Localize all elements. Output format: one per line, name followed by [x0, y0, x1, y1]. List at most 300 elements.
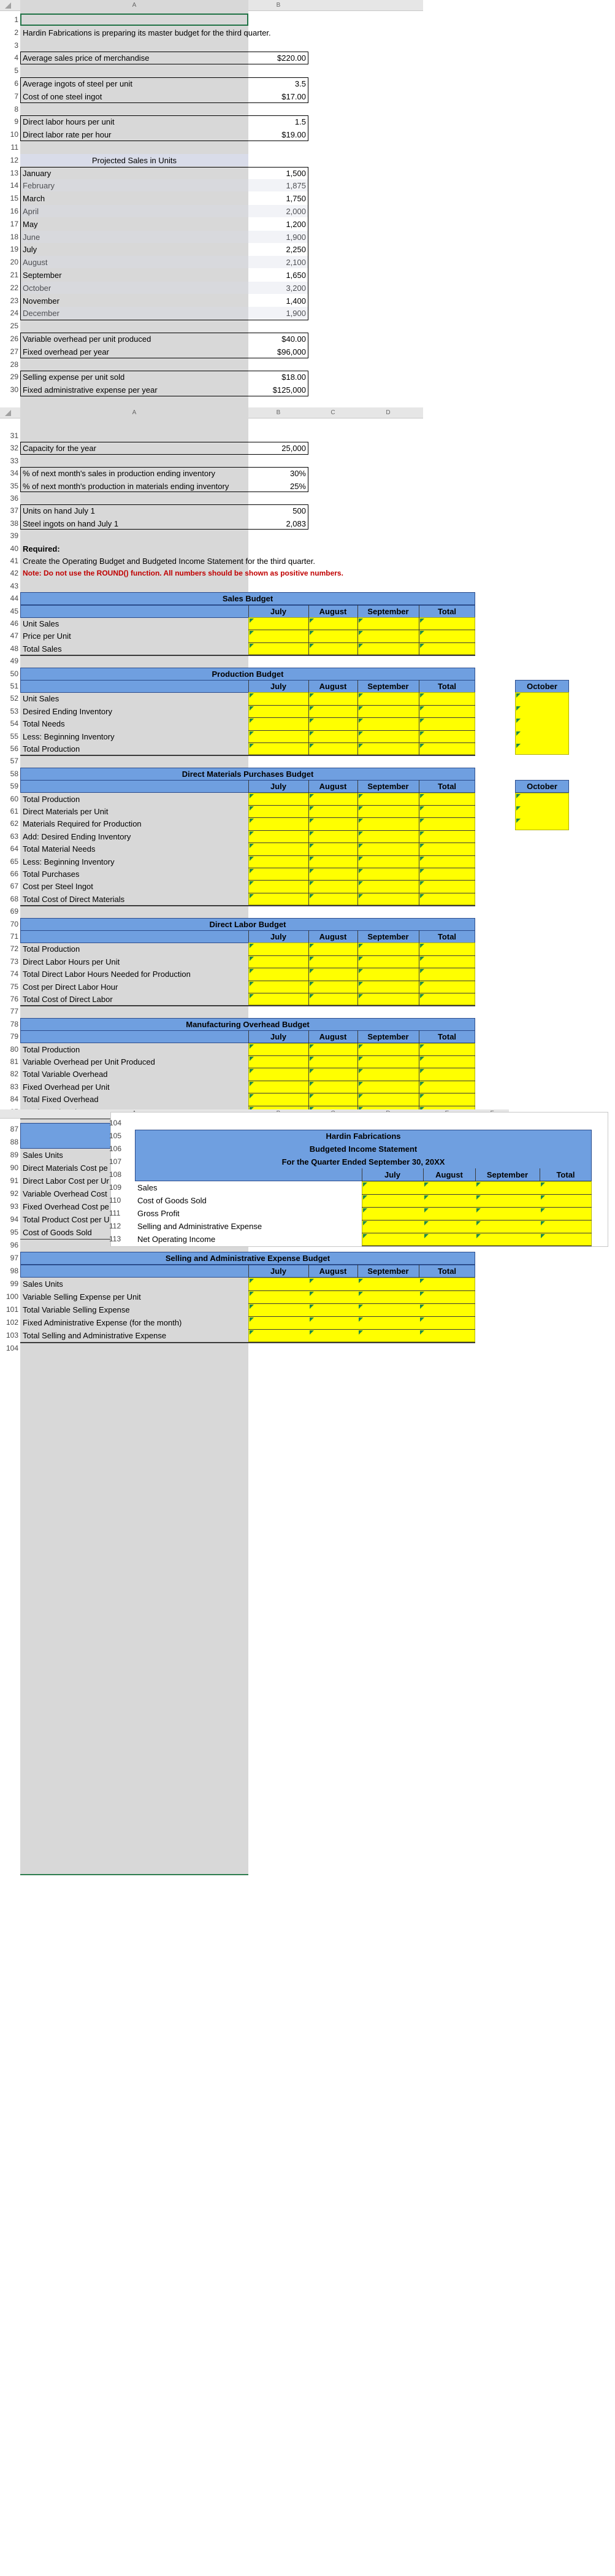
cell-label[interactable]: Variable overhead per unit produced: [23, 334, 151, 344]
row-number[interactable]: 9: [14, 117, 18, 126]
row-number[interactable]: 49: [10, 657, 18, 666]
flag: [420, 1044, 424, 1049]
col-divider: [248, 1265, 249, 1278]
cell-label[interactable]: March: [23, 194, 45, 204]
cell-label[interactable]: Total Material Needs: [23, 844, 96, 854]
cell-label[interactable]: Add: Desired Ending Inventory: [23, 831, 131, 841]
row-number[interactable]: 4: [14, 53, 18, 63]
row-number[interactable]: 102: [6, 1318, 18, 1327]
col-divider: [357, 680, 358, 693]
cell-label[interactable]: September: [23, 271, 62, 280]
flag: [420, 693, 424, 698]
flag: [359, 994, 363, 998]
cell-label[interactable]: Fixed administrative expense per year: [23, 385, 158, 395]
cell-label[interactable]: Less: Beginning Inventory: [23, 731, 115, 741]
flag: [516, 719, 521, 723]
col-head-july: July: [270, 932, 286, 941]
col-head-total: Total: [437, 932, 457, 941]
cell-label[interactable]: Direct labor rate per hour: [23, 130, 112, 140]
cell-label[interactable]: Fixed overhead per year: [23, 347, 109, 357]
cell-label[interactable]: Capacity for the year: [23, 444, 96, 453]
row-line: [248, 717, 475, 718]
col-head-july: July: [270, 782, 286, 792]
row-number[interactable]: 10: [10, 130, 18, 139]
row-number[interactable]: 42: [10, 569, 18, 578]
row-number[interactable]: 13: [10, 168, 18, 177]
budget-bottom: [20, 905, 475, 906]
flag: [424, 1221, 429, 1225]
row-number[interactable]: 66: [10, 870, 18, 878]
row-number[interactable]: 36: [10, 494, 18, 503]
col-line: [357, 793, 358, 906]
flag: [250, 1279, 254, 1283]
cell-label[interactable]: Total Selling and Administrative Expense: [23, 1331, 167, 1340]
cell-label[interactable]: Total Fixed Overhead: [23, 1095, 99, 1105]
row-number[interactable]: 17: [10, 219, 18, 228]
row-number[interactable]: 113: [109, 1235, 121, 1243]
cell-label[interactable]: % of next month's sales in production ending inventory: [23, 469, 215, 479]
row-number[interactable]: 105: [109, 1132, 122, 1140]
cell-label[interactable]: Total Sales: [23, 644, 62, 654]
cell-value[interactable]: $18.00: [281, 372, 306, 382]
cell-label[interactable]: April: [23, 207, 39, 216]
cell-label[interactable]: June: [23, 232, 40, 242]
row-number[interactable]: 20: [10, 258, 18, 267]
cell-label[interactable]: Sales Units: [23, 1279, 63, 1289]
cell-label[interactable]: Total Cost of Direct Labor: [23, 995, 113, 1004]
col-divider: [308, 930, 309, 943]
cell-label[interactable]: Note: Do not use the ROUND() function. All numbers should be shown as positive numbers.: [23, 569, 343, 578]
select-all-corner[interactable]: [5, 410, 11, 416]
cell-label[interactable]: Total Product Cost per U: [23, 1215, 110, 1224]
row-number[interactable]: 54: [10, 719, 18, 728]
row-number[interactable]: 95: [10, 1228, 18, 1236]
flag: [359, 982, 363, 986]
cell-label[interactable]: Total Production: [23, 1044, 80, 1054]
cell-label[interactable]: May: [23, 219, 38, 229]
cell-value[interactable]: 2,250: [286, 245, 306, 255]
cell-label[interactable]: Direct Materials per Unit: [23, 807, 109, 816]
cell-label[interactable]: Steel ingots on hand July 1: [23, 519, 119, 528]
row-number[interactable]: 14: [10, 181, 18, 190]
row-number[interactable]: 107: [109, 1157, 122, 1166]
row-number[interactable]: 68: [10, 894, 18, 903]
row-number[interactable]: 28: [10, 360, 18, 369]
row-number[interactable]: 34: [10, 469, 18, 478]
col-divider: [308, 605, 309, 618]
row-number[interactable]: 25: [10, 322, 18, 331]
flag: [359, 881, 363, 885]
flag: [476, 1195, 481, 1200]
row-number[interactable]: 62: [10, 819, 18, 828]
flag: [359, 844, 363, 848]
selected-cell-A1[interactable]: [20, 13, 248, 26]
row-number[interactable]: 12: [10, 155, 18, 164]
row-number[interactable]: 112: [109, 1222, 121, 1230]
row-number[interactable]: 2: [14, 28, 18, 37]
cell-value[interactable]: 500: [292, 506, 306, 516]
row-line: [248, 955, 475, 956]
cell-label[interactable]: Selling expense per unit sold: [23, 372, 125, 382]
row-number[interactable]: 72: [10, 944, 18, 954]
row-number[interactable]: 81: [10, 1057, 18, 1066]
row-number[interactable]: 70: [10, 919, 18, 928]
row-number[interactable]: 98: [10, 1267, 18, 1275]
row-number[interactable]: 46: [10, 619, 18, 628]
col-divider: [357, 605, 358, 618]
row-number[interactable]: 108: [109, 1170, 122, 1179]
cell-value[interactable]: 25,000: [281, 444, 306, 453]
flag: [359, 1082, 363, 1086]
row-number[interactable]: 26: [10, 334, 18, 343]
row-number[interactable]: 1: [14, 15, 18, 24]
cell-label[interactable]: % of next month's production in materials ending inventory: [23, 481, 229, 491]
flag: [250, 994, 254, 998]
row-number[interactable]: 35: [10, 481, 18, 490]
input-box: [20, 467, 308, 492]
col-line: [357, 943, 358, 1005]
row-number[interactable]: 40: [10, 544, 18, 553]
col-head-total: Total: [437, 782, 457, 792]
col-line: [357, 617, 358, 655]
cell-value[interactable]: $40.00: [281, 334, 306, 344]
row-number[interactable]: 16: [10, 207, 18, 215]
cell-value[interactable]: 3,200: [286, 283, 306, 293]
row-number[interactable]: 5: [14, 66, 18, 75]
cell-value[interactable]: 1,500: [286, 168, 306, 178]
row-number[interactable]: 88: [10, 1138, 18, 1146]
cell-value[interactable]: 1.5: [294, 117, 306, 127]
row-number[interactable]: 69: [10, 907, 18, 916]
cell-value[interactable]: 3.5: [294, 79, 306, 88]
cell-value[interactable]: 2,100: [286, 258, 306, 268]
cell-label[interactable]: Required:: [23, 544, 60, 553]
cell-value[interactable]: 1,400: [286, 296, 306, 306]
cell-label[interactable]: Total Variable Overhead: [23, 1070, 108, 1079]
row-number[interactable]: 111: [109, 1209, 121, 1217]
row-number[interactable]: 18: [10, 232, 18, 241]
cell-value[interactable]: 1,900: [286, 309, 306, 318]
october-input[interactable]: [515, 793, 569, 830]
row-number[interactable]: 57: [10, 757, 18, 766]
cell-label[interactable]: Direct Labor Cost per Ur: [23, 1176, 109, 1186]
flag: [420, 869, 424, 873]
projected-title: Projected Sales in Units: [91, 155, 177, 165]
cell-label[interactable]: Direct Labor Hours per Unit: [23, 957, 120, 966]
flag: [420, 631, 424, 635]
row-number[interactable]: 78: [10, 1019, 18, 1028]
row-number[interactable]: 19: [10, 245, 18, 254]
row-number[interactable]: 22: [10, 283, 18, 292]
income-row-label[interactable]: Net Operating Income: [137, 1235, 216, 1244]
row-line: [362, 1220, 592, 1221]
column-header-b[interactable]: B: [276, 409, 281, 416]
row-number[interactable]: 8: [14, 104, 18, 114]
row-line: [248, 1055, 475, 1056]
cell-label[interactable]: Fixed Administrative Expense (for the month): [23, 1318, 182, 1327]
row-line: [248, 742, 475, 743]
cell-value[interactable]: 1,650: [286, 271, 306, 280]
cell-value[interactable]: 1,750: [286, 194, 306, 204]
row-number[interactable]: 33: [10, 456, 18, 465]
cell-label[interactable]: Variable Overhead per Unit Produced: [23, 1057, 155, 1066]
cell-label[interactable]: November: [23, 296, 59, 306]
row-line: [248, 1316, 475, 1317]
row-number[interactable]: 75: [10, 982, 18, 991]
flag: [359, 631, 363, 635]
cell-label[interactable]: Fixed Overhead Cost pe: [23, 1202, 109, 1211]
cell-value[interactable]: 30%: [289, 469, 306, 479]
cell-value[interactable]: 1,900: [286, 232, 306, 242]
cell-label[interactable]: Average sales price of merchandise: [23, 53, 150, 63]
cell-label[interactable]: Total Needs: [23, 719, 65, 729]
cell-label[interactable]: Less: Beginning Inventory: [23, 857, 115, 866]
row-number[interactable]: 89: [10, 1151, 18, 1159]
cell-label[interactable]: October: [23, 283, 52, 293]
cell-value[interactable]: 1,200: [286, 219, 306, 229]
row-number[interactable]: 93: [10, 1202, 18, 1211]
row-number[interactable]: 104: [6, 1344, 18, 1352]
cell-label[interactable]: Total Production: [23, 944, 80, 954]
col-divider: [248, 605, 249, 618]
flag: [310, 944, 314, 948]
row-number[interactable]: 50: [10, 669, 18, 678]
flag: [541, 1208, 545, 1213]
col-head-august: August: [319, 606, 347, 616]
row-number[interactable]: 76: [10, 995, 18, 1003]
row-number[interactable]: 77: [10, 1007, 18, 1016]
cell-label[interactable]: Desired Ending Inventory: [23, 706, 112, 716]
column-header-b[interactable]: B: [276, 2, 281, 9]
row-number[interactable]: 74: [10, 970, 18, 979]
cell-label[interactable]: Cost per Direct Labor Hour: [23, 982, 118, 992]
column-header-d[interactable]: D: [386, 409, 391, 416]
cell-value[interactable]: 25%: [289, 481, 306, 491]
cell-value[interactable]: $96,000: [277, 347, 306, 357]
col-head-total: Total: [437, 1032, 457, 1042]
row-number[interactable]: 59: [10, 782, 18, 791]
cell-label[interactable]: Cost per Steel Ingot: [23, 882, 93, 892]
cell-label[interactable]: Total Purchases: [23, 870, 80, 879]
cell-value[interactable]: $125,000: [272, 385, 306, 395]
row-number[interactable]: 53: [10, 706, 18, 715]
cell-label[interactable]: Cost of one steel ingot: [23, 91, 102, 101]
cell-label[interactable]: January: [23, 168, 52, 178]
row-number[interactable]: 27: [10, 347, 18, 356]
cell-label[interactable]: Hardin Fabrications is preparing its master budget for the third quarter.: [23, 28, 271, 37]
row-number[interactable]: 37: [10, 506, 18, 515]
row-number[interactable]: 90: [10, 1163, 18, 1172]
row-number[interactable]: 48: [10, 644, 18, 653]
cell-label[interactable]: July: [23, 245, 37, 255]
cell-label[interactable]: Create the Operating Budget and Budgeted Income Statement for the third quarter.: [23, 557, 315, 566]
row-number[interactable]: 110: [109, 1196, 121, 1205]
income-row-label[interactable]: Sales: [137, 1183, 158, 1192]
cell-label[interactable]: Variable Selling Expense per Unit: [23, 1292, 141, 1301]
col-head-august: August: [319, 932, 347, 941]
row-number[interactable]: 99: [10, 1279, 18, 1288]
flag: [424, 1182, 429, 1187]
row-number[interactable]: 87: [10, 1125, 18, 1133]
row-number[interactable]: 21: [10, 271, 18, 279]
col-line: [308, 793, 309, 906]
row-number[interactable]: 44: [10, 594, 18, 603]
column-header-a[interactable]: [20, 1108, 248, 2576]
cell-value[interactable]: 2,083: [286, 519, 306, 528]
flag: [516, 693, 521, 698]
cell-value[interactable]: $17.00: [281, 91, 306, 101]
budget-title: Direct Labor Budget: [209, 919, 286, 929]
cell-label[interactable]: December: [23, 309, 59, 318]
row-number[interactable]: 15: [10, 194, 18, 203]
cell-value[interactable]: 1,875: [286, 181, 306, 191]
select-all-corner[interactable]: [5, 2, 11, 9]
row-number[interactable]: 11: [10, 143, 18, 152]
input-area[interactable]: [248, 617, 475, 655]
cell-label[interactable]: Cost of Goods Sold: [23, 1228, 92, 1237]
row-number[interactable]: 63: [10, 831, 18, 841]
row-number[interactable]: 106: [109, 1144, 122, 1153]
row-number[interactable]: 94: [10, 1215, 18, 1224]
row-number[interactable]: 39: [10, 531, 18, 541]
row-number[interactable]: 47: [10, 631, 18, 641]
flag: [363, 1195, 367, 1200]
cell-label[interactable]: Total Production: [23, 794, 80, 804]
income-row-label[interactable]: Cost of Goods Sold: [137, 1196, 207, 1205]
row-number[interactable]: 96: [10, 1241, 18, 1249]
flag: [359, 1044, 363, 1049]
column-header-f[interactable]: [475, 1108, 509, 2576]
row-number[interactable]: 3: [14, 40, 18, 50]
row-number[interactable]: 43: [10, 581, 18, 590]
row-number[interactable]: 79: [10, 1032, 18, 1041]
flag: [310, 857, 314, 861]
row-number[interactable]: 60: [10, 794, 18, 803]
row-line: [248, 1290, 475, 1291]
cell-label[interactable]: Sales Units: [23, 1151, 63, 1160]
row-number[interactable]: 32: [10, 444, 18, 453]
row-number[interactable]: 45: [10, 606, 18, 615]
row-number[interactable]: 91: [10, 1176, 18, 1185]
row-number[interactable]: 109: [109, 1183, 122, 1192]
flag: [250, 1057, 254, 1061]
flag: [516, 731, 521, 736]
row-number[interactable]: 58: [10, 769, 18, 778]
cell-value[interactable]: $19.00: [281, 130, 306, 140]
flag: [310, 894, 314, 898]
row-number[interactable]: 103: [6, 1331, 18, 1340]
row-number[interactable]: 104: [109, 1119, 122, 1127]
row-number[interactable]: 80: [10, 1044, 18, 1054]
cell-value[interactable]: 2,000: [286, 207, 306, 216]
flag: [310, 1082, 314, 1086]
cell-label[interactable]: Direct Materials Cost pe: [23, 1163, 108, 1173]
flag: [250, 857, 254, 861]
cell-label[interactable]: Fixed Overhead per Unit: [23, 1082, 110, 1092]
flag: [359, 644, 363, 648]
cell-label[interactable]: Variable Overhead Cost: [23, 1189, 107, 1198]
row-number[interactable]: 73: [10, 957, 18, 966]
flag: [359, 806, 363, 811]
cell-label[interactable]: Price per Unit: [23, 631, 71, 641]
cell-label[interactable]: Units on hand July 1: [23, 506, 95, 516]
row-number[interactable]: 82: [10, 1070, 18, 1079]
flag: [541, 1234, 545, 1238]
flag: [250, 944, 254, 948]
row-number[interactable]: 67: [10, 882, 18, 891]
row-number[interactable]: 65: [10, 857, 18, 866]
row-line: [248, 730, 475, 731]
row-number[interactable]: 83: [10, 1082, 18, 1091]
row-number[interactable]: 97: [10, 1254, 18, 1262]
flag: [541, 1221, 545, 1225]
cell-label[interactable]: Total Cost of Direct Materials: [23, 894, 125, 904]
cell-label[interactable]: Total Direct Labor Hours Needed for Production: [23, 970, 191, 979]
row-number[interactable]: 23: [10, 296, 18, 305]
cell-label[interactable]: Unit Sales: [23, 694, 59, 704]
input-box: [20, 77, 308, 103]
flag: [250, 744, 254, 748]
flag: [476, 1234, 481, 1238]
cell-label[interactable]: August: [23, 258, 48, 268]
october-input[interactable]: [515, 692, 569, 755]
flag: [359, 1317, 363, 1322]
row-number[interactable]: 55: [10, 731, 18, 741]
row-number[interactable]: 64: [10, 844, 18, 854]
column-header-a[interactable]: A: [20, 407, 248, 1875]
row-number[interactable]: 84: [10, 1095, 18, 1104]
column-header-a[interactable]: A: [20, 0, 248, 1468]
flag: [250, 869, 254, 873]
cell-value[interactable]: $220.00: [277, 53, 306, 63]
col-head-august: August: [319, 1032, 347, 1042]
cell-label[interactable]: Unit Sales: [23, 619, 59, 628]
row-number[interactable]: 92: [10, 1189, 18, 1198]
income-row-label[interactable]: Gross Profit: [137, 1209, 180, 1218]
row-number[interactable]: 101: [6, 1305, 18, 1314]
flag: [250, 731, 254, 736]
row-number[interactable]: 24: [10, 309, 18, 318]
cogs-head: [20, 1123, 112, 1149]
column-header-c[interactable]: C: [330, 409, 335, 416]
budget-title: Sales Budget: [222, 594, 273, 604]
row-number[interactable]: 56: [10, 744, 18, 753]
row-number[interactable]: 7: [14, 91, 18, 101]
flag: [310, 719, 314, 723]
row-number[interactable]: 61: [10, 807, 18, 816]
row-number[interactable]: 100: [6, 1292, 18, 1301]
row-number[interactable]: 6: [14, 79, 18, 88]
income-row-label[interactable]: Selling and Administrative Expense: [137, 1222, 262, 1231]
cell-label[interactable]: Total Production: [23, 744, 80, 754]
cell-label[interactable]: Direct labor hours per unit: [23, 117, 115, 127]
cell-label[interactable]: February: [23, 181, 55, 191]
row-number[interactable]: 71: [10, 932, 18, 941]
row-number[interactable]: 41: [10, 557, 18, 565]
row-number[interactable]: 31: [10, 431, 18, 440]
cell-label[interactable]: Average ingots of steel per unit: [23, 79, 132, 88]
flag: [310, 706, 314, 711]
flag: [359, 1057, 363, 1061]
cell-label[interactable]: Total Variable Selling Expense: [23, 1305, 130, 1314]
row-number[interactable]: 29: [10, 372, 18, 382]
cell-label[interactable]: Materials Required for Production: [23, 819, 142, 829]
row-number[interactable]: 30: [10, 385, 18, 395]
row-number[interactable]: 51: [10, 682, 18, 690]
row-number[interactable]: 38: [10, 519, 18, 528]
row-number[interactable]: 52: [10, 694, 18, 703]
flag: [476, 1208, 481, 1213]
